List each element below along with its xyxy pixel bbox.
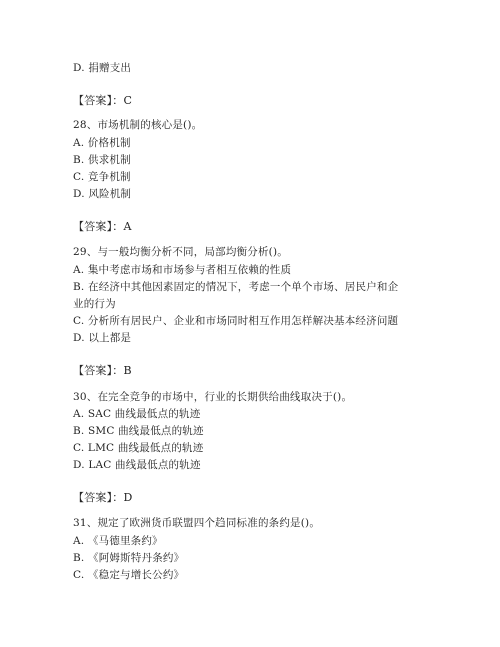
q28-option-c: C. 竞争机制 [73, 171, 131, 183]
q30-option-d: D. LAC 曲线最低点的轨迹 [73, 459, 201, 471]
q29-option-d: D. 以上都是 [73, 332, 132, 344]
q28-stem: 28、市场机制的核心是()。 [73, 119, 203, 131]
q31-option-c: C. 《稳定与增长公约》 [73, 569, 185, 581]
q29-option-a: A. 集中考虑市场和市场参与者相互依赖的性质 [73, 264, 292, 276]
q30-stem: 30、在完全竞争的市场中，行业的长期供给曲线取决于()。 [73, 391, 353, 403]
q28-option-a: A. 价格机制 [73, 137, 131, 149]
q30-option-c: C. LMC 曲线最低点的轨迹 [73, 442, 204, 454]
q29-stem: 29、与一般均衡分析不同，局部均衡分析()。 [73, 246, 288, 258]
q29-answer: 【答案】：B [73, 364, 132, 377]
q28-option-b: B. 供求机制 [73, 154, 131, 166]
q31-option-b: B. 《阿姆斯特丹条约》 [73, 552, 185, 564]
q30-option-b: B. SMC 曲线最低点的轨迹 [73, 425, 204, 437]
q27-answer: 【答案】：C [73, 94, 133, 107]
q29-option-c: C. 分析所有居民户、企业和市场同时相互作用怎样解决基本经济问题 [73, 315, 399, 327]
q29-option-b-line1: B. 在经济中其他因素固定的情况下，考虑一个单个市场、居民户和企 [73, 281, 399, 293]
q30-option-a: A. SAC 曲线最低点的轨迹 [73, 408, 201, 420]
q28-option-d: D. 风险机制 [73, 188, 132, 200]
q28-answer: 【答案】：A [73, 220, 132, 233]
q29-option-b-line2: 业的行为 [73, 298, 116, 310]
q31-stem: 31、规定了欧洲货币联盟四个趋同标准的条约是()。 [73, 517, 321, 529]
q30-answer: 【答案】：D [73, 491, 133, 504]
q31-option-a: A. 《马德里条约》 [73, 535, 163, 547]
q27-option-d: D. 捐赠支出 [73, 62, 132, 74]
